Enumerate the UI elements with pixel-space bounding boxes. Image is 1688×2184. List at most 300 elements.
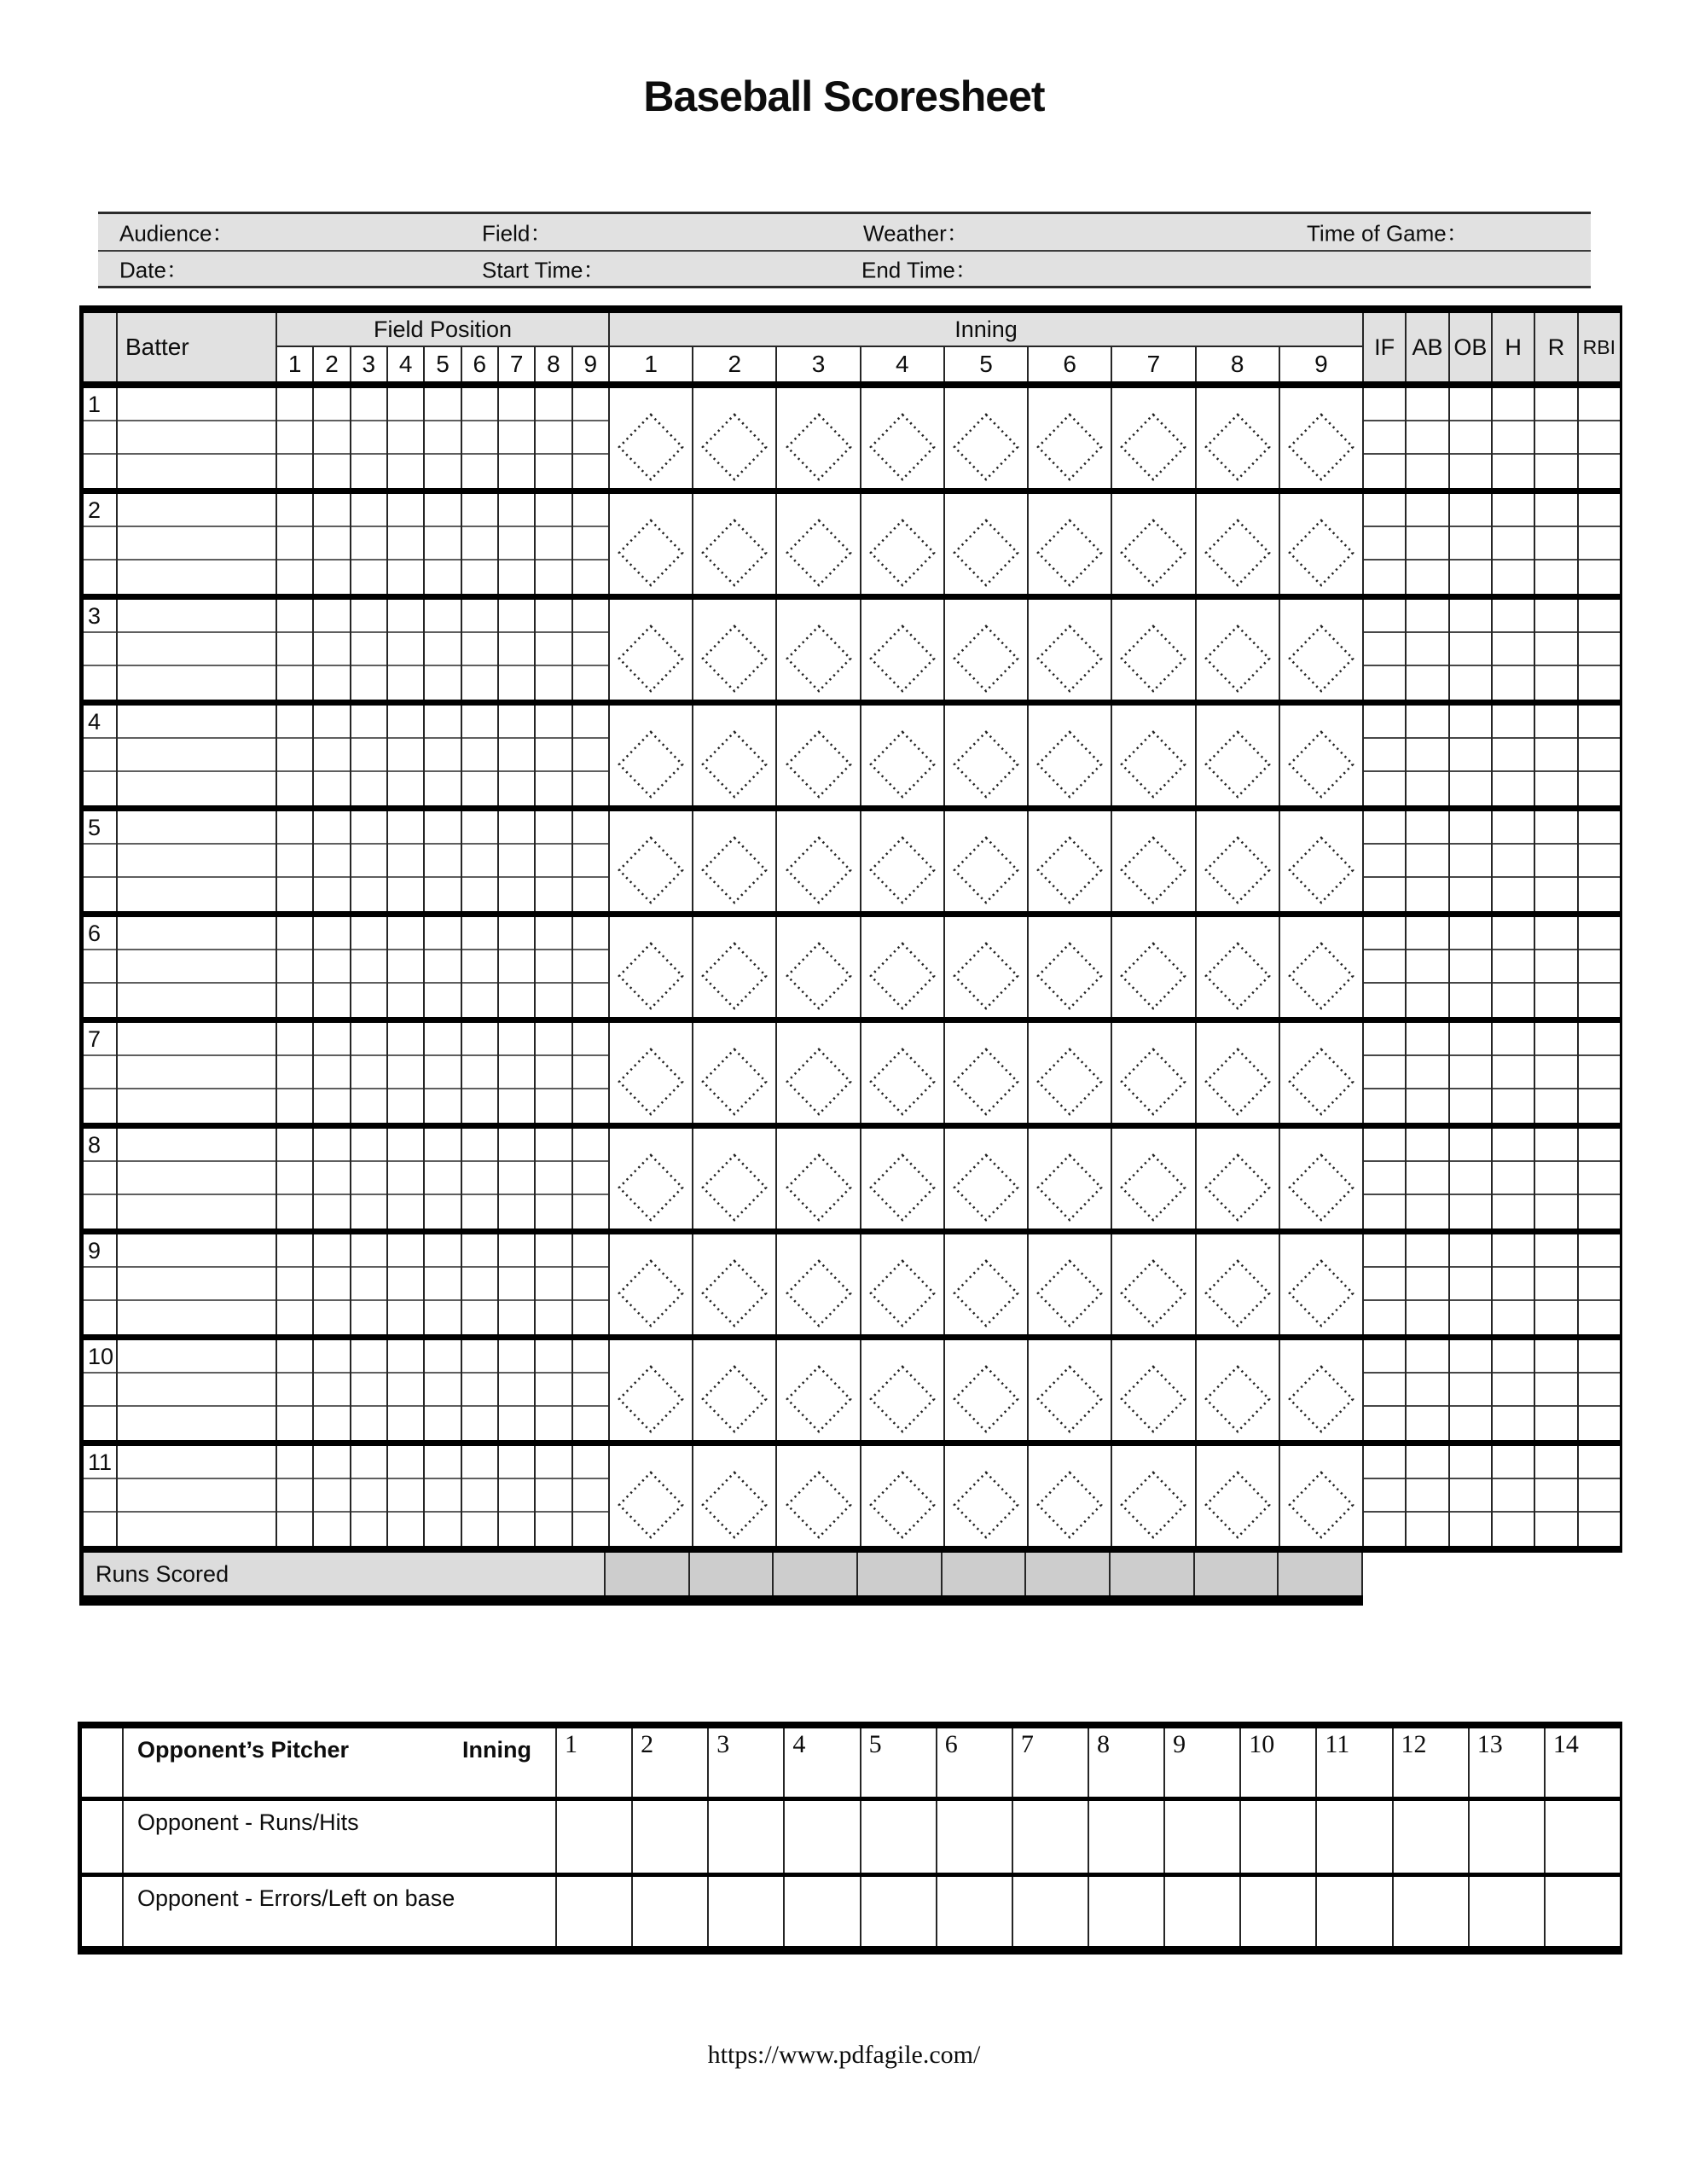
opponent-inning-cell[interactable]: 2 <box>633 1728 709 1797</box>
inning-cell[interactable] <box>1280 388 1364 488</box>
field-position-cell[interactable] <box>351 1023 388 1123</box>
opponent-runs-hits-cell[interactable] <box>1470 1801 1546 1873</box>
field-position-cell[interactable] <box>314 917 351 1017</box>
stat-cell-h[interactable] <box>1493 917 1535 1017</box>
field-position-cell[interactable] <box>536 1446 572 1546</box>
stat-cell-r[interactable] <box>1535 1023 1578 1123</box>
stat-cell-if[interactable] <box>1364 388 1407 488</box>
inning-cell[interactable] <box>1197 811 1280 911</box>
field-position-cell[interactable] <box>573 494 610 594</box>
field-position-cell[interactable] <box>351 706 388 805</box>
opponent-errors-lob-cell[interactable] <box>861 1877 937 1946</box>
inning-cell[interactable] <box>1112 811 1196 911</box>
stat-cell-rbi[interactable] <box>1579 811 1620 911</box>
field-position-cell[interactable] <box>351 1234 388 1334</box>
stat-cell-r[interactable] <box>1535 917 1578 1017</box>
runs-scored-cell[interactable] <box>1195 1553 1279 1595</box>
opponent-runs-hits-cell[interactable] <box>937 1801 1013 1873</box>
stat-cell-ab[interactable] <box>1407 1234 1449 1334</box>
stat-cell-ab[interactable] <box>1407 1446 1449 1546</box>
inning-cell[interactable] <box>1280 1446 1364 1546</box>
field-position-cell[interactable] <box>314 811 351 911</box>
inning-cell[interactable] <box>1112 388 1196 488</box>
field-position-cell[interactable] <box>573 1234 610 1334</box>
inning-cell[interactable] <box>945 811 1029 911</box>
inning-cell[interactable] <box>610 917 693 1017</box>
inning-cell[interactable] <box>861 388 945 488</box>
inning-cell[interactable] <box>777 1446 861 1546</box>
opponent-runs-hits-cell[interactable] <box>1317 1801 1393 1873</box>
stat-cell-r[interactable] <box>1535 600 1578 700</box>
field-position-cell[interactable] <box>573 1129 610 1228</box>
opponent-runs-hits-cell[interactable] <box>785 1801 861 1873</box>
field-position-cell[interactable] <box>462 706 499 805</box>
stat-cell-ab[interactable] <box>1407 1023 1449 1123</box>
inning-cell[interactable] <box>1029 706 1112 805</box>
field-position-cell[interactable] <box>462 1023 499 1123</box>
stat-cell-ab[interactable] <box>1407 600 1449 700</box>
inning-cell[interactable] <box>945 1023 1029 1123</box>
inning-cell[interactable] <box>861 494 945 594</box>
inning-cell[interactable] <box>1280 917 1364 1017</box>
field-position-cell[interactable] <box>462 917 499 1017</box>
stat-cell-ab[interactable] <box>1407 1129 1449 1228</box>
field-position-cell[interactable] <box>462 1340 499 1440</box>
stat-cell-r[interactable] <box>1535 1340 1578 1440</box>
opponent-runs-hits-cell[interactable] <box>1089 1801 1165 1873</box>
opponent-runs-hits-cell[interactable] <box>709 1801 785 1873</box>
opponent-runs-hits-cell[interactable] <box>861 1801 937 1873</box>
inning-cell[interactable] <box>945 1129 1029 1228</box>
inning-cell[interactable] <box>945 1446 1029 1546</box>
opponent-inning-cell[interactable]: 5 <box>861 1728 937 1797</box>
field-position-cell[interactable] <box>314 1446 351 1546</box>
opponent-errors-lob-cell[interactable] <box>1546 1877 1620 1946</box>
inning-cell[interactable] <box>610 1340 693 1440</box>
inning-cell[interactable] <box>861 917 945 1017</box>
stat-cell-h[interactable] <box>1493 1340 1535 1440</box>
inning-cell[interactable] <box>777 706 861 805</box>
inning-cell[interactable] <box>777 1234 861 1334</box>
stat-cell-r[interactable] <box>1535 811 1578 911</box>
field-position-cell[interactable] <box>536 1129 572 1228</box>
stat-cell-rbi[interactable] <box>1579 917 1620 1017</box>
stat-cell-rbi[interactable] <box>1579 1129 1620 1228</box>
runs-scored-cell[interactable] <box>858 1553 943 1595</box>
inning-cell[interactable] <box>693 494 777 594</box>
field-position-cell[interactable] <box>425 811 461 911</box>
stat-cell-ab[interactable] <box>1407 494 1449 594</box>
field-position-cell[interactable] <box>388 1340 425 1440</box>
field-position-cell[interactable] <box>536 494 572 594</box>
field-position-cell[interactable] <box>573 811 610 911</box>
field-position-cell[interactable] <box>277 388 314 488</box>
field-position-cell[interactable] <box>351 1446 388 1546</box>
opponent-inning-cell[interactable]: 1 <box>557 1728 633 1797</box>
inning-cell[interactable] <box>861 1023 945 1123</box>
opponent-inning-cell[interactable]: 4 <box>785 1728 861 1797</box>
field-position-cell[interactable] <box>314 706 351 805</box>
inning-cell[interactable] <box>1029 1446 1112 1546</box>
field-position-cell[interactable] <box>314 1234 351 1334</box>
opponent-inning-cell[interactable]: 9 <box>1165 1728 1241 1797</box>
field-position-cell[interactable] <box>314 1129 351 1228</box>
inning-cell[interactable] <box>1280 1234 1364 1334</box>
stat-cell-rbi[interactable] <box>1579 1234 1620 1334</box>
inning-cell[interactable] <box>1197 917 1280 1017</box>
runs-scored-cell[interactable] <box>943 1553 1027 1595</box>
stat-cell-ob[interactable] <box>1450 1340 1493 1440</box>
opponent-errors-lob-cell[interactable] <box>1317 1877 1393 1946</box>
field-position-cell[interactable] <box>499 1446 536 1546</box>
field-position-cell[interactable] <box>425 388 461 488</box>
inning-cell[interactable] <box>777 811 861 911</box>
inning-cell[interactable] <box>945 388 1029 488</box>
inning-cell[interactable] <box>610 600 693 700</box>
inning-cell[interactable] <box>945 494 1029 594</box>
inning-cell[interactable] <box>610 1446 693 1546</box>
stat-cell-if[interactable] <box>1364 917 1407 1017</box>
field-position-cell[interactable] <box>536 388 572 488</box>
inning-cell[interactable] <box>861 1340 945 1440</box>
inning-cell[interactable] <box>610 1129 693 1228</box>
field-position-cell[interactable] <box>536 1234 572 1334</box>
inning-cell[interactable] <box>1029 388 1112 488</box>
field-position-cell[interactable] <box>573 600 610 700</box>
inning-cell[interactable] <box>1280 1023 1364 1123</box>
stat-cell-rbi[interactable] <box>1579 706 1620 805</box>
field-position-cell[interactable] <box>351 600 388 700</box>
inning-cell[interactable] <box>693 1446 777 1546</box>
batter-name-cell[interactable] <box>118 600 277 700</box>
stat-cell-r[interactable] <box>1535 1234 1578 1334</box>
field-position-cell[interactable] <box>499 917 536 1017</box>
inning-cell[interactable] <box>693 1129 777 1228</box>
field-position-cell[interactable] <box>277 1023 314 1123</box>
inning-cell[interactable] <box>1029 811 1112 911</box>
stat-cell-h[interactable] <box>1493 1234 1535 1334</box>
inning-cell[interactable] <box>861 1234 945 1334</box>
field-position-cell[interactable] <box>462 1129 499 1228</box>
inning-cell[interactable] <box>777 494 861 594</box>
stat-cell-h[interactable] <box>1493 600 1535 700</box>
stat-cell-ob[interactable] <box>1450 600 1493 700</box>
field-position-cell[interactable] <box>573 388 610 488</box>
inning-cell[interactable] <box>861 600 945 700</box>
runs-scored-cell[interactable] <box>1279 1553 1363 1595</box>
field-position-cell[interactable] <box>425 1023 461 1123</box>
opponent-errors-lob-cell[interactable] <box>1470 1877 1546 1946</box>
inning-cell[interactable] <box>1029 600 1112 700</box>
opponent-errors-lob-cell[interactable] <box>937 1877 1013 1946</box>
field-position-cell[interactable] <box>277 706 314 805</box>
inning-cell[interactable] <box>777 1023 861 1123</box>
field-position-cell[interactable] <box>351 1129 388 1228</box>
opponent-runs-hits-cell[interactable] <box>633 1801 709 1873</box>
inning-cell[interactable] <box>693 388 777 488</box>
stat-cell-h[interactable] <box>1493 1446 1535 1546</box>
inning-cell[interactable] <box>777 1340 861 1440</box>
inning-cell[interactable] <box>1197 706 1280 805</box>
batter-name-cell[interactable] <box>118 1340 277 1440</box>
runs-scored-cell[interactable] <box>690 1553 774 1595</box>
stat-cell-if[interactable] <box>1364 1234 1407 1334</box>
inning-cell[interactable] <box>693 706 777 805</box>
inning-cell[interactable] <box>1029 1340 1112 1440</box>
inning-cell[interactable] <box>861 1129 945 1228</box>
stat-cell-h[interactable] <box>1493 1023 1535 1123</box>
stat-cell-if[interactable] <box>1364 1340 1407 1440</box>
stat-cell-h[interactable] <box>1493 388 1535 488</box>
stat-cell-ab[interactable] <box>1407 811 1449 911</box>
inning-cell[interactable] <box>945 706 1029 805</box>
field-position-cell[interactable] <box>499 1129 536 1228</box>
inning-cell[interactable] <box>1197 1340 1280 1440</box>
runs-scored-cell[interactable] <box>606 1553 690 1595</box>
field-position-cell[interactable] <box>388 917 425 1017</box>
opponent-errors-lob-cell[interactable] <box>633 1877 709 1946</box>
stat-cell-ob[interactable] <box>1450 706 1493 805</box>
inning-cell[interactable] <box>1197 600 1280 700</box>
opponent-errors-lob-cell[interactable] <box>1013 1877 1089 1946</box>
field-position-cell[interactable] <box>425 1340 461 1440</box>
inning-cell[interactable] <box>1280 1129 1364 1228</box>
inning-cell[interactable] <box>693 1234 777 1334</box>
inning-cell[interactable] <box>1029 1234 1112 1334</box>
stat-cell-ob[interactable] <box>1450 811 1493 911</box>
field-position-cell[interactable] <box>462 811 499 911</box>
stat-cell-ab[interactable] <box>1407 388 1449 488</box>
stat-cell-h[interactable] <box>1493 494 1535 594</box>
field-position-cell[interactable] <box>462 600 499 700</box>
field-position-cell[interactable] <box>425 706 461 805</box>
inning-cell[interactable] <box>945 917 1029 1017</box>
opponent-inning-cell[interactable]: 3 <box>709 1728 785 1797</box>
field-position-cell[interactable] <box>462 388 499 488</box>
inning-cell[interactable] <box>1112 1340 1196 1440</box>
inning-cell[interactable] <box>1112 1023 1196 1123</box>
field-position-cell[interactable] <box>536 706 572 805</box>
field-position-cell[interactable] <box>573 1446 610 1546</box>
field-position-cell[interactable] <box>425 600 461 700</box>
field-position-cell[interactable] <box>388 1446 425 1546</box>
batter-name-cell[interactable] <box>118 706 277 805</box>
inning-cell[interactable] <box>945 600 1029 700</box>
inning-cell[interactable] <box>1197 494 1280 594</box>
opponent-runs-hits-cell[interactable] <box>1013 1801 1089 1873</box>
stat-cell-r[interactable] <box>1535 388 1578 488</box>
opponent-inning-cell[interactable]: 12 <box>1394 1728 1470 1797</box>
inning-cell[interactable] <box>861 706 945 805</box>
field-position-cell[interactable] <box>425 1129 461 1228</box>
stat-cell-ob[interactable] <box>1450 494 1493 594</box>
field-position-cell[interactable] <box>388 600 425 700</box>
field-position-cell[interactable] <box>425 1446 461 1546</box>
field-position-cell[interactable] <box>277 494 314 594</box>
opponent-errors-lob-cell[interactable] <box>1165 1877 1241 1946</box>
field-position-cell[interactable] <box>277 811 314 911</box>
inning-cell[interactable] <box>945 1234 1029 1334</box>
inning-cell[interactable] <box>1112 706 1196 805</box>
field-position-cell[interactable] <box>536 600 572 700</box>
opponent-runs-hits-cell[interactable] <box>557 1801 633 1873</box>
inning-cell[interactable] <box>693 1340 777 1440</box>
field-position-cell[interactable] <box>388 1129 425 1228</box>
field-position-cell[interactable] <box>277 1129 314 1228</box>
inning-cell[interactable] <box>610 388 693 488</box>
stat-cell-if[interactable] <box>1364 1446 1407 1546</box>
field-position-cell[interactable] <box>351 494 388 594</box>
field-position-cell[interactable] <box>277 1340 314 1440</box>
inning-cell[interactable] <box>1029 917 1112 1017</box>
inning-cell[interactable] <box>1112 1129 1196 1228</box>
inning-cell[interactable] <box>861 811 945 911</box>
inning-cell[interactable] <box>1197 1234 1280 1334</box>
inning-cell[interactable] <box>693 1023 777 1123</box>
field-position-cell[interactable] <box>573 917 610 1017</box>
field-position-cell[interactable] <box>499 1023 536 1123</box>
batter-name-cell[interactable] <box>118 494 277 594</box>
field-position-cell[interactable] <box>462 1446 499 1546</box>
field-position-cell[interactable] <box>388 706 425 805</box>
field-position-cell[interactable] <box>425 1234 461 1334</box>
stat-cell-if[interactable] <box>1364 600 1407 700</box>
field-position-cell[interactable] <box>388 1234 425 1334</box>
opponent-runs-hits-cell[interactable] <box>1546 1801 1620 1873</box>
stat-cell-ob[interactable] <box>1450 388 1493 488</box>
field-position-cell[interactable] <box>314 600 351 700</box>
inning-cell[interactable] <box>610 1023 693 1123</box>
inning-cell[interactable] <box>945 1340 1029 1440</box>
opponent-errors-lob-cell[interactable] <box>557 1877 633 1946</box>
stat-cell-ob[interactable] <box>1450 1446 1493 1546</box>
field-position-cell[interactable] <box>499 388 536 488</box>
opponent-errors-lob-cell[interactable] <box>1241 1877 1317 1946</box>
stat-cell-if[interactable] <box>1364 706 1407 805</box>
field-position-cell[interactable] <box>536 811 572 911</box>
stat-cell-h[interactable] <box>1493 811 1535 911</box>
stat-cell-if[interactable] <box>1364 1023 1407 1123</box>
batter-name-cell[interactable] <box>118 1446 277 1546</box>
opponent-inning-cell[interactable]: 7 <box>1013 1728 1089 1797</box>
inning-cell[interactable] <box>610 494 693 594</box>
opponent-runs-hits-cell[interactable] <box>1165 1801 1241 1873</box>
field-position-cell[interactable] <box>314 388 351 488</box>
opponent-inning-cell[interactable]: 13 <box>1470 1728 1546 1797</box>
stat-cell-rbi[interactable] <box>1579 388 1620 488</box>
stat-cell-r[interactable] <box>1535 706 1578 805</box>
stat-cell-ob[interactable] <box>1450 1129 1493 1228</box>
inning-cell[interactable] <box>777 388 861 488</box>
stat-cell-ab[interactable] <box>1407 1340 1449 1440</box>
inning-cell[interactable] <box>777 600 861 700</box>
opponent-inning-cell[interactable]: 6 <box>937 1728 1013 1797</box>
field-position-cell[interactable] <box>536 1340 572 1440</box>
field-position-cell[interactable] <box>277 917 314 1017</box>
inning-cell[interactable] <box>1280 600 1364 700</box>
stat-cell-rbi[interactable] <box>1579 1446 1620 1546</box>
field-position-cell[interactable] <box>499 1234 536 1334</box>
inning-cell[interactable] <box>777 1129 861 1228</box>
inning-cell[interactable] <box>1112 494 1196 594</box>
field-position-cell[interactable] <box>499 706 536 805</box>
field-position-cell[interactable] <box>499 494 536 594</box>
inning-cell[interactable] <box>1112 1446 1196 1546</box>
opponent-inning-cell[interactable]: 11 <box>1317 1728 1393 1797</box>
stat-cell-rbi[interactable] <box>1579 494 1620 594</box>
field-position-cell[interactable] <box>499 811 536 911</box>
inning-cell[interactable] <box>1197 1129 1280 1228</box>
field-position-cell[interactable] <box>536 917 572 1017</box>
inning-cell[interactable] <box>1029 494 1112 594</box>
field-position-cell[interactable] <box>277 600 314 700</box>
field-position-cell[interactable] <box>314 1340 351 1440</box>
runs-scored-cell[interactable] <box>774 1553 858 1595</box>
batter-name-cell[interactable] <box>118 811 277 911</box>
inning-cell[interactable] <box>610 1234 693 1334</box>
field-position-cell[interactable] <box>573 1023 610 1123</box>
field-position-cell[interactable] <box>573 706 610 805</box>
opponent-inning-cell[interactable]: 14 <box>1552 1730 1579 1758</box>
inning-cell[interactable] <box>1280 494 1364 594</box>
field-position-cell[interactable] <box>314 494 351 594</box>
field-position-cell[interactable] <box>462 1234 499 1334</box>
runs-scored-cell[interactable] <box>1026 1553 1111 1595</box>
inning-cell[interactable] <box>1029 1129 1112 1228</box>
inning-cell[interactable] <box>1280 1340 1364 1440</box>
field-position-cell[interactable] <box>499 1340 536 1440</box>
inning-cell[interactable] <box>1029 1023 1112 1123</box>
footer-url[interactable]: https://www.pdfagile.com/ <box>707 2041 981 2069</box>
field-position-cell[interactable] <box>388 811 425 911</box>
stat-cell-ob[interactable] <box>1450 1023 1493 1123</box>
batter-name-cell[interactable] <box>118 917 277 1017</box>
stat-cell-r[interactable] <box>1535 1129 1578 1228</box>
field-position-cell[interactable] <box>388 494 425 594</box>
opponent-errors-lob-cell[interactable] <box>785 1877 861 1946</box>
stat-cell-if[interactable] <box>1364 1129 1407 1228</box>
stat-cell-h[interactable] <box>1493 1129 1535 1228</box>
stat-cell-rbi[interactable] <box>1579 600 1620 700</box>
batter-name-cell[interactable] <box>118 1129 277 1228</box>
inning-cell[interactable] <box>1112 917 1196 1017</box>
inning-cell[interactable] <box>1280 811 1364 911</box>
opponent-errors-lob-cell[interactable] <box>1089 1877 1165 1946</box>
field-position-cell[interactable] <box>536 1023 572 1123</box>
inning-cell[interactable] <box>1112 600 1196 700</box>
field-position-cell[interactable] <box>277 1234 314 1334</box>
batter-name-cell[interactable] <box>118 1234 277 1334</box>
field-position-cell[interactable] <box>425 917 461 1017</box>
stat-cell-h[interactable] <box>1493 706 1535 805</box>
stat-cell-rbi[interactable] <box>1579 1023 1620 1123</box>
batter-name-cell[interactable] <box>118 1023 277 1123</box>
inning-cell[interactable] <box>693 917 777 1017</box>
inning-cell[interactable] <box>693 600 777 700</box>
opponent-runs-hits-cell[interactable] <box>1241 1801 1317 1873</box>
inning-cell[interactable] <box>1112 1234 1196 1334</box>
field-position-cell[interactable] <box>573 1340 610 1440</box>
field-position-cell[interactable] <box>314 1023 351 1123</box>
opponent-errors-lob-cell[interactable] <box>1394 1877 1470 1946</box>
inning-cell[interactable] <box>1197 1446 1280 1546</box>
stat-cell-ab[interactable] <box>1407 706 1449 805</box>
field-position-cell[interactable] <box>351 1340 388 1440</box>
field-position-cell[interactable] <box>351 388 388 488</box>
stat-cell-if[interactable] <box>1364 811 1407 911</box>
stat-cell-ob[interactable] <box>1450 917 1493 1017</box>
inning-cell[interactable] <box>777 917 861 1017</box>
